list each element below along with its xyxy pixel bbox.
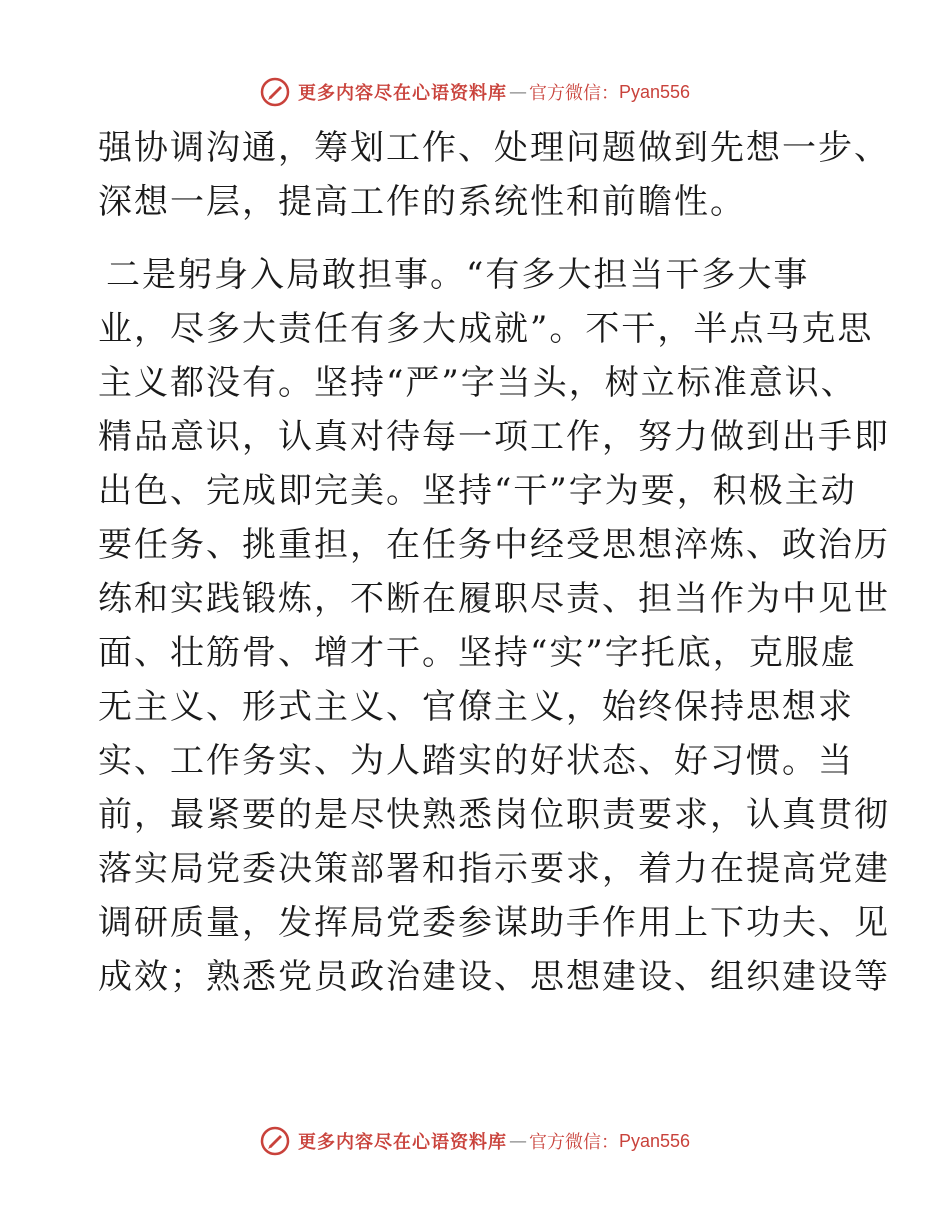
quill-logo-icon (260, 1126, 290, 1156)
text-line: 二是躬身入局敢担事。“有多大担当干多大事 (106, 255, 810, 295)
footer-banner (0, 1121, 950, 1161)
text-line: 落实局党委决策部署和指示要求，着力在提高党建 (98, 849, 890, 889)
document-body (98, 121, 890, 1004)
paragraph-2 (98, 248, 890, 1004)
text-line: 无主义、形式主义、官僚主义，始终保持思想求 (98, 687, 854, 727)
banner-separator: — (508, 1130, 527, 1152)
banner-separator: — (508, 81, 527, 103)
banner-wechat-id: Pyan556 (618, 81, 691, 102)
text-line: 练和实践锻炼，不断在履职尽责、担当作为中见世 (98, 579, 890, 619)
banner-title: 更多内容尽在心语资料库 (297, 1132, 507, 1153)
text-line: 出色、完成即完美。坚持“干”字为要，积极主动 (98, 471, 857, 511)
paragraph-1 (98, 121, 890, 229)
text-line: 要任务、挑重担，在任务中经受思想淬炼、政治历 (98, 525, 890, 565)
text-line: 主义都没有。坚持“严”字当头，树立标准意识、 (98, 363, 857, 403)
text-line: 业，尽多大责任有多大成就”。不干，半点马克思 (98, 309, 874, 349)
quill-logo-icon (260, 77, 290, 107)
banner-title: 更多内容尽在心语资料库 (297, 83, 507, 104)
banner-wechat-id: Pyan556 (618, 1130, 691, 1151)
text-line: 面、壮筋骨、增才干。坚持“实”字托底，克服虚 (98, 633, 857, 673)
text-line: 实、工作务实、为人踏实的好状态、好习惯。当 (98, 741, 854, 781)
banner-wechat-label: 官方微信： (528, 1132, 619, 1153)
text-line: 精品意识，认真对待每一项工作，努力做到出手即 (98, 417, 890, 457)
text-line: 深想一层，提高工作的系统性和前瞻性。 (98, 182, 746, 222)
text-line: 成效；熟悉党员政治建设、思想建设、组织建设等 (98, 957, 890, 997)
text-line: 强协调沟通，筹划工作、处理问题做到先想一步、 (98, 128, 890, 168)
header-banner (0, 72, 950, 112)
text-line: 调研质量，发挥局党委参谋助手作用上下功夫、见 (98, 903, 890, 943)
text-line: 前，最紧要的是尽快熟悉岗位职责要求，认真贯彻 (98, 795, 890, 835)
banner-wechat-label: 官方微信： (528, 83, 619, 104)
